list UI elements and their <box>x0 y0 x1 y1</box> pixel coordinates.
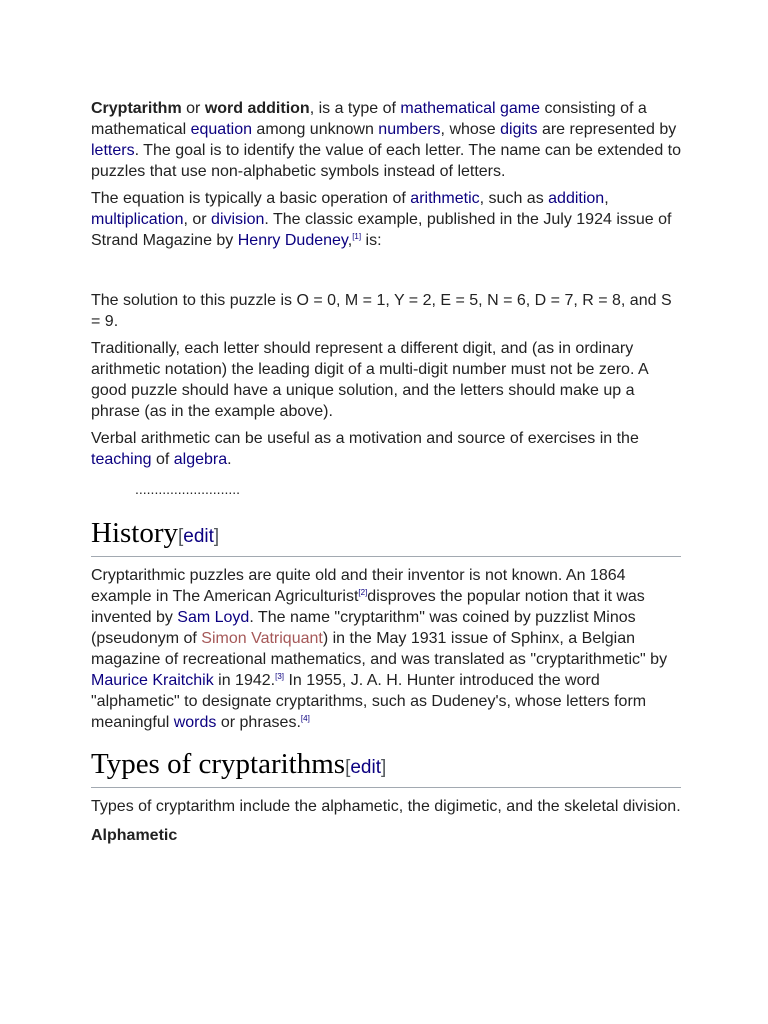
text-run: , <box>604 190 609 207</box>
link-sam-loyd[interactable]: Sam Loyd <box>177 609 250 626</box>
link-words[interactable]: words <box>173 714 217 731</box>
section-heading-types <box>91 747 681 788</box>
text-run: The equation is typically a basic operation of <box>91 190 411 207</box>
section-title-types: Types of cryptarithms <box>91 748 346 780</box>
term-cryptarithm: Cryptarithm <box>91 100 182 117</box>
link-henry-dudeney[interactable]: Henry Dudeney <box>237 232 348 249</box>
bracket: [ <box>345 757 351 778</box>
text-run: are represented by <box>537 121 677 138</box>
link-addition[interactable]: addition <box>548 190 605 207</box>
text-run: , such as <box>479 190 549 207</box>
text-run: or phrases. <box>216 714 301 731</box>
link-arithmetic[interactable]: arithmetic <box>410 190 480 207</box>
history-paragraph-1 <box>91 565 681 733</box>
text-run: In 1955, J. A. H. Hunter introduced the word "alphametic" to designate cryptarithms, such as Dudeney's, whose letters form meaningful <box>91 672 647 731</box>
link-multiplication[interactable]: multiplication <box>91 211 184 228</box>
text-run: , <box>347 232 353 249</box>
link-digits[interactable]: digits <box>500 121 538 138</box>
section-heading-history <box>91 516 681 557</box>
intro-paragraph-1 <box>91 98 681 182</box>
edit-link-types[interactable]: edit <box>350 757 381 778</box>
bracket: ] <box>381 757 387 778</box>
text-run: . The name "cryptarithm" was coined by puzzlist Minos (pseudonym of <box>91 609 636 647</box>
text-run: , is a type of <box>309 100 401 117</box>
link-algebra[interactable]: algebra <box>173 451 228 468</box>
bracket: [ <box>178 526 184 547</box>
text-run: . <box>227 451 232 468</box>
intro-paragraph-2 <box>91 188 681 251</box>
types-paragraph-1: Types of cryptarithm include the alphametic, the digimetic, and the skeletal division. <box>91 798 681 815</box>
text-run: in 1942. <box>213 672 276 689</box>
term-word-addition: word addition <box>204 100 310 117</box>
text-run: consisting of a mathematical <box>91 100 647 138</box>
text-run: is: <box>361 232 382 249</box>
text-run: , whose <box>440 121 501 138</box>
section-title-history: History <box>91 517 178 549</box>
intro-paragraph-5 <box>91 428 681 470</box>
text-run: . The classic example, published in the July 1924 issue of Strand Magazine by <box>91 211 672 249</box>
equation-placeholder <box>91 257 681 290</box>
text-run: . The goal is to identify the value of each letter. The name can be extended to puzzles that use non-alphabetic symbols instead of letters. <box>91 142 682 180</box>
link-letters[interactable]: letters <box>91 142 135 159</box>
link-numbers[interactable]: numbers <box>378 121 441 138</box>
subheading-alphametic: Alphametic <box>91 827 178 844</box>
bracket: ] <box>213 526 220 547</box>
text-run: among unknown <box>251 121 379 138</box>
edit-section-history <box>178 526 219 547</box>
ellipsis-separator: ........................... <box>135 481 241 497</box>
citation-2[interactable]: [2] <box>358 588 368 597</box>
text-run: Cryptarithmic puzzles are quite old and their inventor is not known. An 1864 example in The American Agriculturist <box>91 567 626 605</box>
citation-1[interactable]: [1] <box>352 232 362 241</box>
text-run: of <box>151 451 174 468</box>
edit-link-history[interactable]: edit <box>183 526 214 547</box>
link-mathematical-game[interactable]: mathematical game <box>400 100 541 117</box>
redlink-simon-vatriquant[interactable]: Simon Vatriquant <box>201 630 323 647</box>
link-teaching[interactable]: teaching <box>91 451 152 468</box>
article-body <box>91 98 681 846</box>
intro-paragraph-3: The solution to this puzzle is O = 0, M = 1, Y = 2, E = 5, N = 6, D = 7, R = 8, and S = 9. <box>91 292 672 330</box>
link-division[interactable]: division <box>211 211 265 228</box>
text-run: disproves the popular notion that it was invented by <box>91 588 645 626</box>
citation-3[interactable]: [3] <box>275 672 284 681</box>
link-maurice-kraitchik[interactable]: Maurice Kraitchik <box>91 672 214 689</box>
text-run: or <box>181 100 205 117</box>
citation-4[interactable]: [4] <box>300 714 310 723</box>
intro-paragraph-4: Traditionally, each letter should represent a different digit, and (as in ordinary arithmetic notation) the leading digit of a multi-digit number must not be zero. A good puzzle should have a unique solution, and the letters should make up a phrase (as in the example above). <box>91 340 648 420</box>
link-equation[interactable]: equation <box>190 121 252 138</box>
text-run: ) in the May 1931 issue of Sphinx, a Belgian magazine of recreational mathematics, and was translated as "cryptarithmetic" by <box>91 630 668 668</box>
text-run: Verbal arithmetic can be useful as a motivation and source of exercises in the <box>91 430 639 447</box>
edit-section-types <box>345 757 386 778</box>
text-run: , or <box>183 211 212 228</box>
